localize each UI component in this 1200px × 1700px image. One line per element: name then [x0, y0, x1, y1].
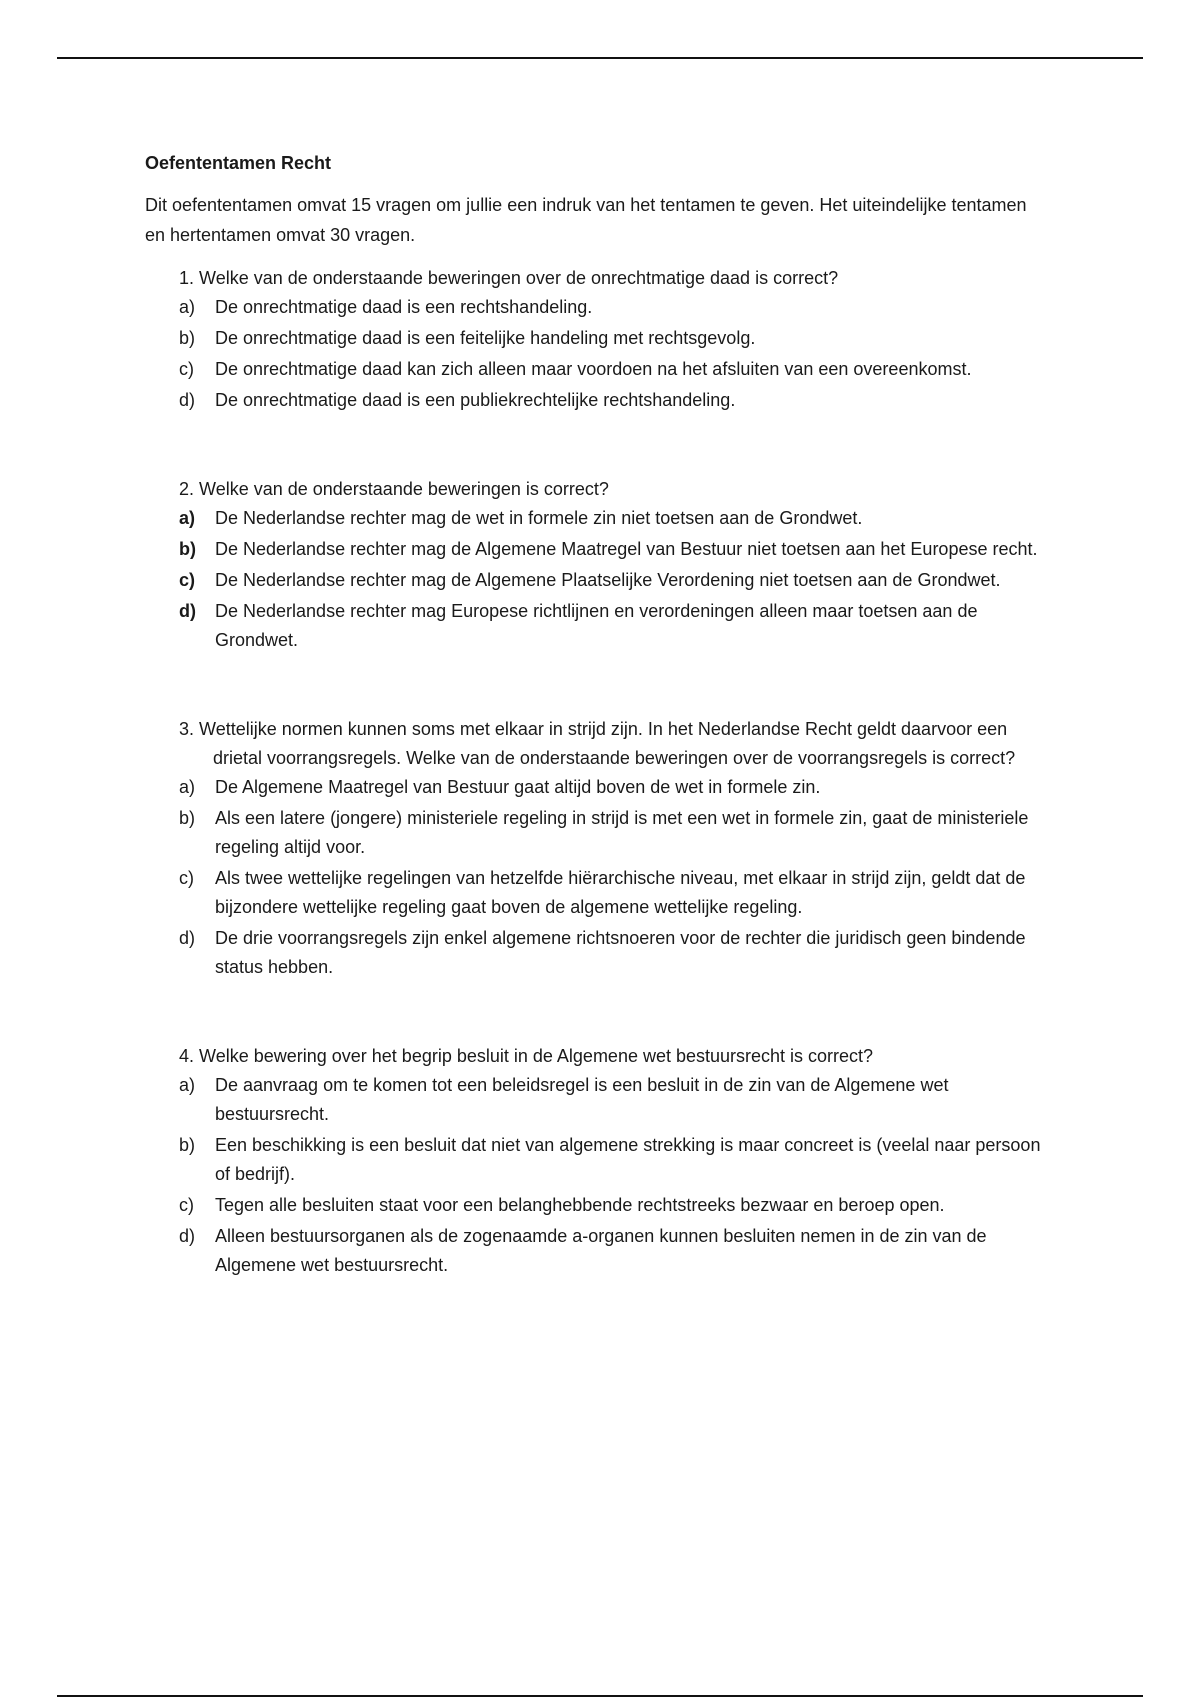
- option-letter: c): [179, 868, 194, 888]
- bottom-rule: [57, 1695, 1143, 1697]
- option-text: Als twee wettelijke regelingen van hetzelfde hiërarchische niveau, met elkaar in strijd zijn, geldt dat de bijzondere wettelijke regeling gaat boven de algemene wettelijke regeling.: [215, 868, 1026, 917]
- answer-option-b: [145, 324, 1045, 353]
- question-text: [145, 475, 1045, 504]
- option-text: Een beschikking is een besluit dat niet van algemene strekking is maar concreet is (veelal naar persoon of bedrijf).: [215, 1135, 1041, 1184]
- question-4: [145, 1042, 1045, 1280]
- option-text: De Nederlandse rechter mag de Algemene Maatregel van Bestuur niet toetsen aan het Europese recht.: [215, 539, 1038, 559]
- question-number: 2.: [179, 479, 195, 499]
- option-letter: c): [179, 359, 194, 379]
- answer-option-c: [145, 566, 1045, 595]
- question-number: 1.: [179, 268, 195, 288]
- question-prompt: Wettelijke normen kunnen soms met elkaar in strijd zijn. In het Nederlandse Recht geldt daarvoor een drietal voorrangsregels. Welke van de onderstaande beweringen over de voorrangsregels is correct?: [199, 719, 1016, 768]
- option-letter: d): [179, 390, 196, 410]
- answer-option-d: [145, 924, 1045, 982]
- option-text: De aanvraag om te komen tot een beleidsregel is een besluit in de zin van de Algemene wet bestuursrecht.: [215, 1075, 949, 1124]
- option-letter: a): [179, 508, 196, 528]
- answer-option-a: [145, 504, 1045, 533]
- question-number: 4.: [179, 1046, 195, 1066]
- option-letter: a): [179, 1075, 196, 1095]
- document-body: [145, 150, 1045, 1282]
- option-letter: b): [179, 328, 196, 348]
- question-1: [145, 264, 1045, 415]
- option-letter: b): [179, 1135, 196, 1155]
- answer-option-c: [145, 1191, 1045, 1220]
- option-text: De onrechtmatige daad is een publiekrechtelijke rechtshandeling.: [215, 390, 736, 410]
- option-text: De Nederlandse rechter mag Europese richtlijnen en verordeningen alleen maar toetsen aan de Grondwet.: [215, 601, 978, 650]
- question-prompt: Welke van de onderstaande beweringen over de onrechtmatige daad is correct?: [199, 268, 839, 288]
- question-text: [145, 1042, 1045, 1071]
- answer-option-d: [145, 597, 1045, 655]
- answer-option-a: [145, 1071, 1045, 1129]
- option-text: De Algemene Maatregel van Bestuur gaat altijd boven de wet in formele zin.: [215, 777, 821, 797]
- option-letter: a): [179, 777, 196, 797]
- question-text: [145, 715, 1045, 773]
- option-text: De Nederlandse rechter mag de wet in formele zin niet toetsen aan de Grondwet.: [215, 508, 863, 528]
- option-letter: d): [179, 601, 196, 621]
- answer-option-d: [145, 386, 1045, 415]
- answer-option-b: [145, 535, 1045, 564]
- document-title: Oefententamen Recht: [145, 153, 332, 173]
- question-number: 3.: [179, 719, 195, 739]
- option-letter: d): [179, 1226, 196, 1246]
- option-text: De onrechtmatige daad kan zich alleen maar voordoen na het afsluiten van een overeenkomst.: [215, 359, 972, 379]
- question-2: [145, 475, 1045, 655]
- option-letter: b): [179, 808, 196, 828]
- question-3: [145, 715, 1045, 982]
- answer-option-c: [145, 355, 1045, 384]
- option-letter: c): [179, 570, 196, 590]
- answer-option-b: [145, 1131, 1045, 1189]
- option-text: Als een latere (jongere) ministeriele regeling in strijd is met een wet in formele zin, gaat de ministeriele regeling altijd voor.: [215, 808, 1029, 857]
- answer-option-c: [145, 864, 1045, 922]
- answer-option-b: [145, 804, 1045, 862]
- option-letter: d): [179, 928, 196, 948]
- option-letter: c): [179, 1195, 194, 1215]
- option-text: De drie voorrangsregels zijn enkel algemene richtsnoeren voor de rechter die juridisch geen bindende status hebben.: [215, 928, 1026, 977]
- option-text: De onrechtmatige daad is een feitelijke handeling met rechtsgevolg.: [215, 328, 756, 348]
- intro-paragraph: Dit oefententamen omvat 15 vragen om jullie een indruk van het tentamen te geven. Het uiteindelijke tentamen en hertentamen omvat 30 vragen.: [145, 195, 1027, 245]
- option-text: Alleen bestuursorganen als de zogenaamde a-organen kunnen besluiten nemen in de zin van de Algemene wet bestuursrecht.: [215, 1226, 987, 1275]
- answer-option-d: [145, 1222, 1045, 1280]
- option-text: De onrechtmatige daad is een rechtshandeling.: [215, 297, 593, 317]
- option-text: De Nederlandse rechter mag de Algemene Plaatselijke Verordening niet toetsen aan de Grondwet.: [215, 570, 1001, 590]
- question-text: [145, 264, 1045, 293]
- answer-option-a: [145, 293, 1045, 322]
- top-rule: [57, 57, 1143, 59]
- option-letter: b): [179, 539, 196, 559]
- answer-option-a: [145, 773, 1045, 802]
- option-letter: a): [179, 297, 196, 317]
- option-text: Tegen alle besluiten staat voor een belanghebbende rechtstreeks bezwaar en beroep open.: [215, 1195, 945, 1215]
- question-prompt: Welke van de onderstaande beweringen is correct?: [199, 479, 609, 499]
- question-prompt: Welke bewering over het begrip besluit in de Algemene wet bestuursrecht is correct?: [199, 1046, 874, 1066]
